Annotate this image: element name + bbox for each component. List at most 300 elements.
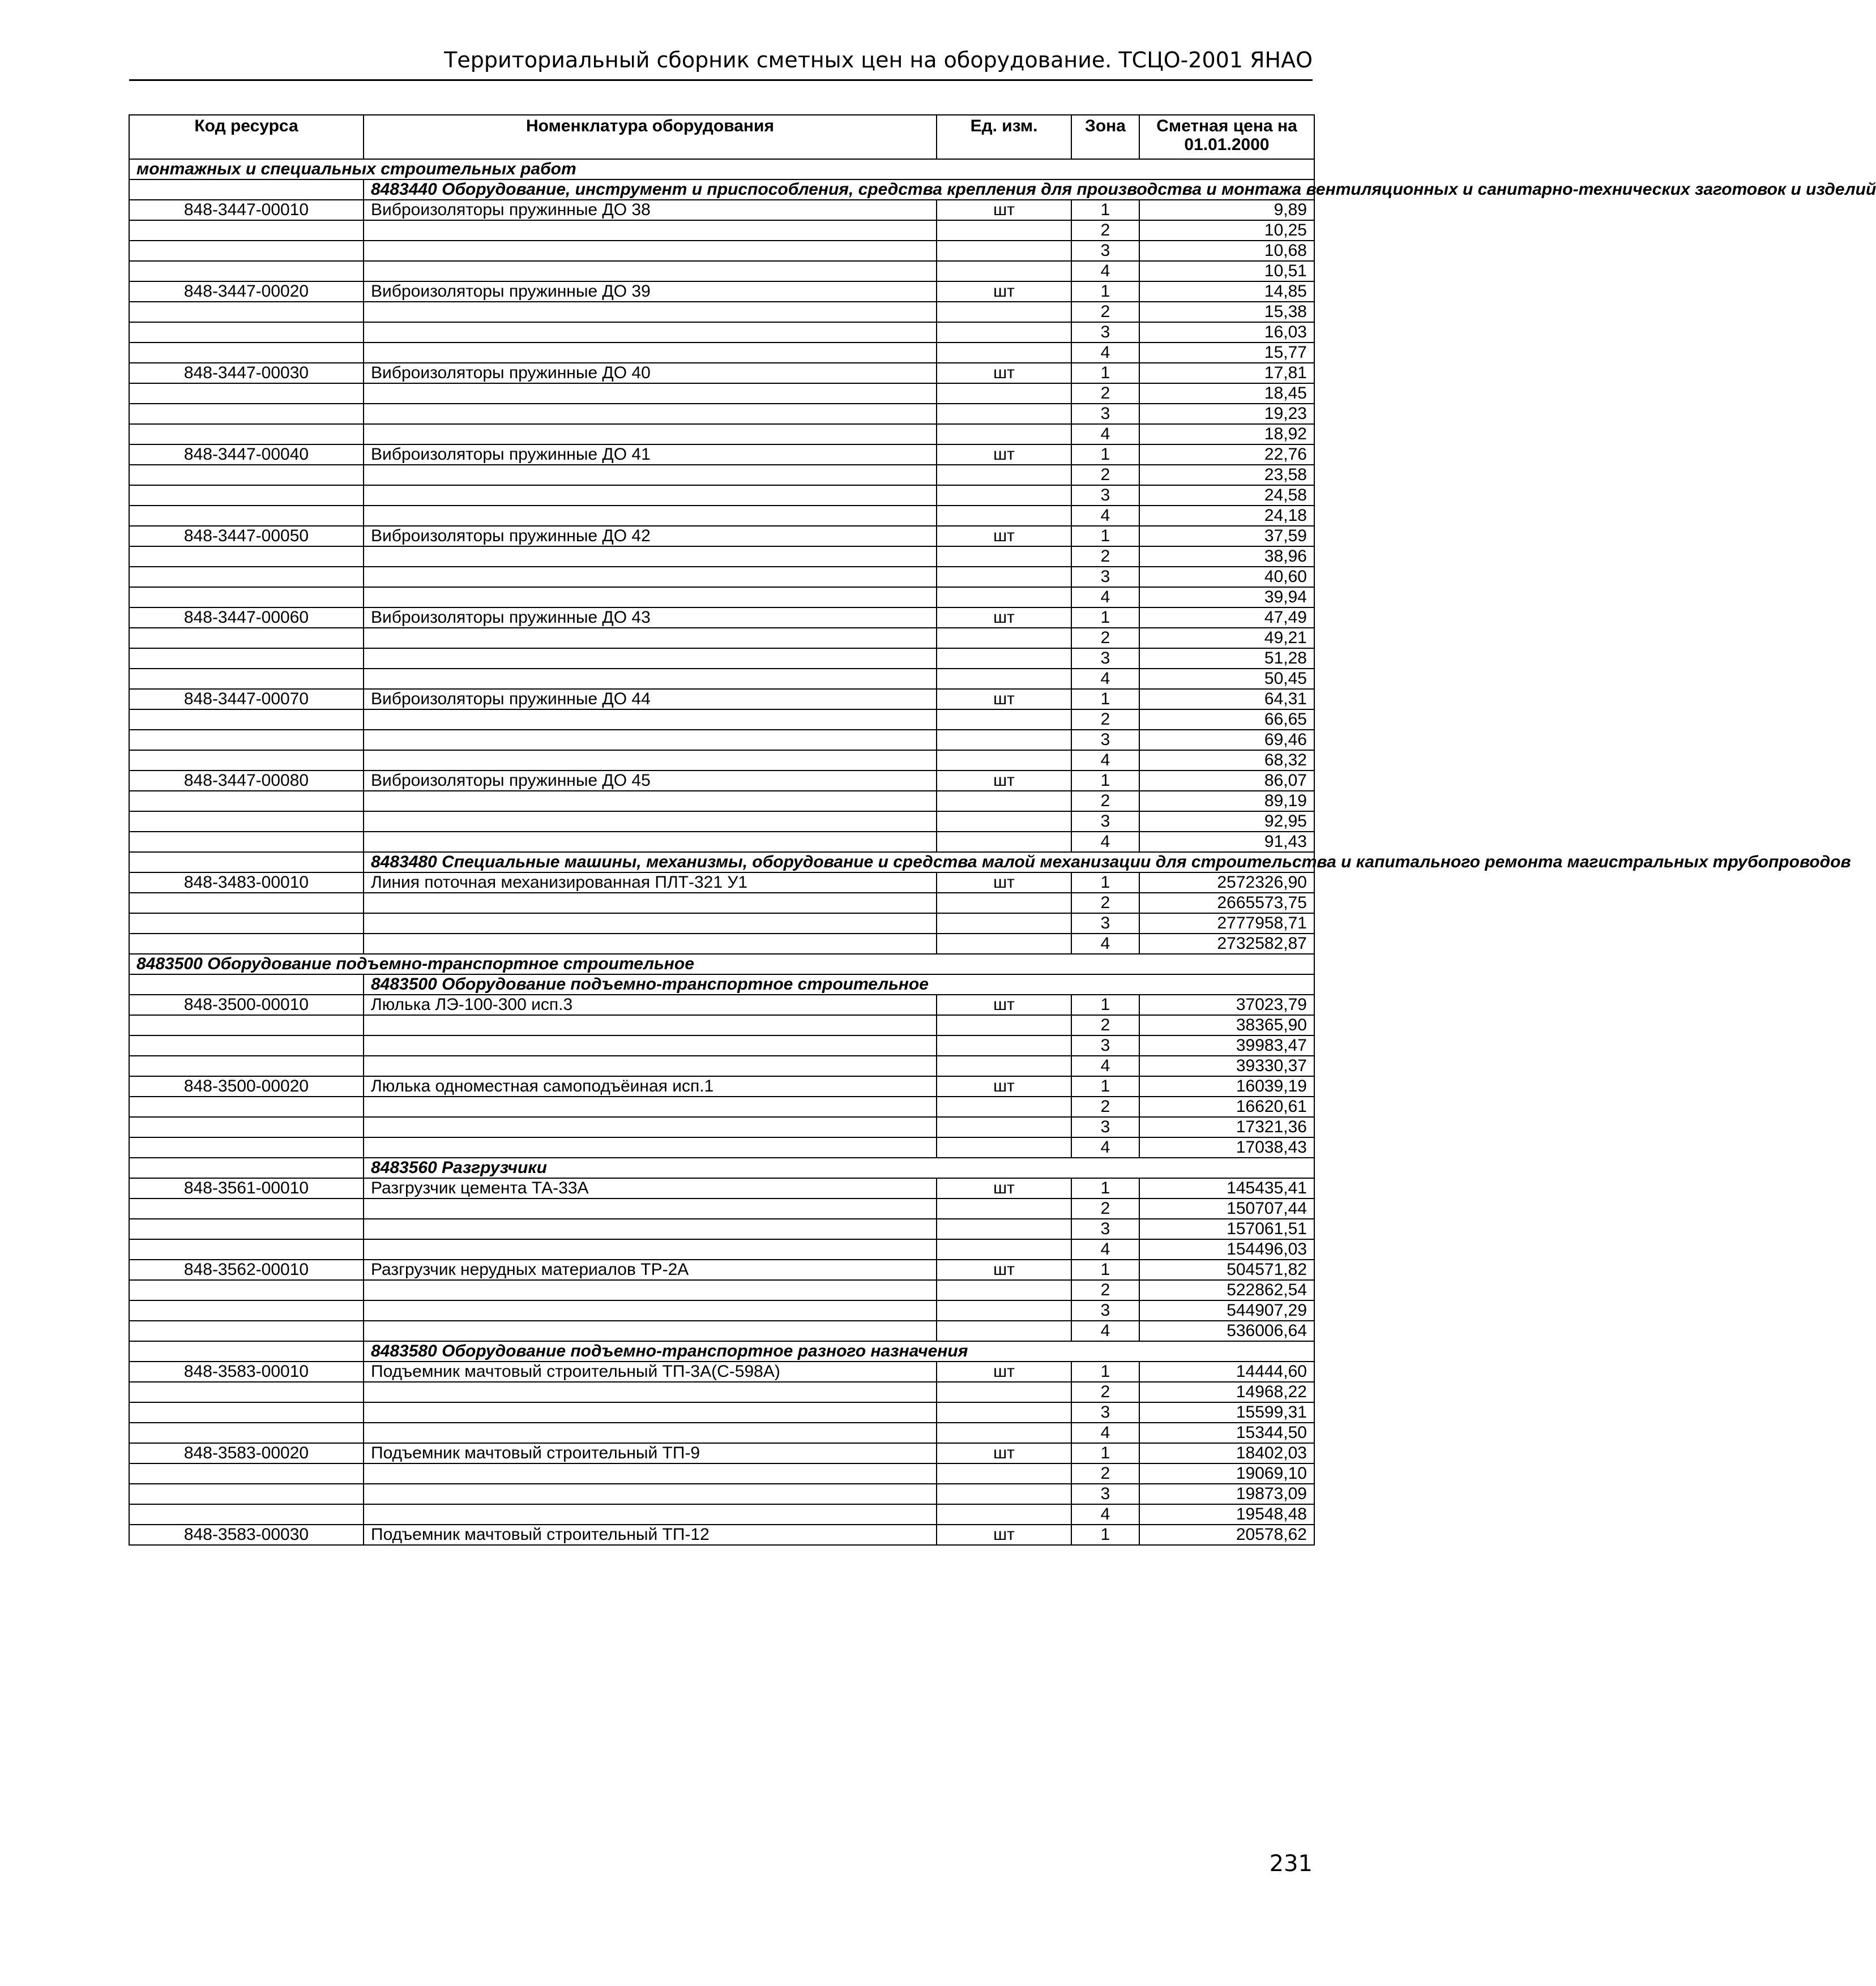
resource-code bbox=[129, 1300, 364, 1321]
table-row bbox=[129, 1484, 1314, 1504]
estimated-price: 14,85 bbox=[1139, 281, 1314, 302]
resource-code: 848-3500-00010 bbox=[129, 995, 364, 1015]
resource-code bbox=[129, 343, 364, 363]
zone-number: 4 bbox=[1071, 669, 1139, 689]
zone-number: 1 bbox=[1071, 444, 1139, 465]
table-header-row bbox=[129, 115, 1314, 159]
resource-code bbox=[129, 1097, 364, 1117]
resource-code bbox=[129, 1239, 364, 1260]
resource-code bbox=[129, 1484, 364, 1504]
equipment-name: Подъемник мачтовый строительный ТП-12 bbox=[364, 1525, 937, 1545]
subsection-spacer bbox=[129, 1341, 364, 1362]
estimated-price: 24,58 bbox=[1139, 485, 1314, 506]
zone-number: 2 bbox=[1071, 1463, 1139, 1484]
estimated-price: 154496,03 bbox=[1139, 1239, 1314, 1260]
equipment-name: Линия поточная механизированная ПЛТ-321 У1 bbox=[364, 872, 937, 893]
table-row bbox=[129, 607, 1314, 628]
zone-number: 2 bbox=[1071, 709, 1139, 730]
table-row bbox=[129, 628, 1314, 648]
equipment-name bbox=[364, 485, 937, 506]
estimated-price: 40,60 bbox=[1139, 567, 1314, 587]
zone-number: 2 bbox=[1071, 893, 1139, 913]
table-row bbox=[129, 322, 1314, 343]
resource-code: 848-3583-00030 bbox=[129, 1525, 364, 1545]
zone-number: 1 bbox=[1071, 689, 1139, 709]
zone-number: 4 bbox=[1071, 1423, 1139, 1443]
estimated-price: 9,89 bbox=[1139, 200, 1314, 220]
table-row bbox=[129, 465, 1314, 485]
estimated-price: 18,45 bbox=[1139, 383, 1314, 404]
section-title: 8483500 Оборудование подъемно-транспортное строительное bbox=[129, 954, 1314, 974]
estimated-price: 157061,51 bbox=[1139, 1219, 1314, 1239]
equipment-name: Виброизоляторы пружинные ДО 45 bbox=[364, 771, 937, 791]
equipment-name: Виброизоляторы пружинные ДО 44 bbox=[364, 689, 937, 709]
equipment-name bbox=[364, 1423, 937, 1443]
resource-code: 848-3447-00070 bbox=[129, 689, 364, 709]
zone-number: 3 bbox=[1071, 1484, 1139, 1504]
estimated-price: 50,45 bbox=[1139, 669, 1314, 689]
resource-code bbox=[129, 1117, 364, 1137]
equipment-name bbox=[364, 1035, 937, 1056]
equipment-name bbox=[364, 1280, 937, 1300]
unit-of-measure bbox=[937, 750, 1071, 771]
equipment-name: Подъемник мачтовый строительный ТП-9 bbox=[364, 1443, 937, 1463]
estimated-price: 15,77 bbox=[1139, 343, 1314, 363]
page-header-title: Территориальный сборник сметных цен на оборудование. ТСЦО-2001 ЯНАО bbox=[444, 48, 1313, 72]
subsection-title: 8483580 Оборудование подъемно-транспортное разного назначения bbox=[364, 1341, 1314, 1362]
estimated-price: 69,46 bbox=[1139, 730, 1314, 750]
unit-of-measure: шт bbox=[937, 1260, 1071, 1280]
estimated-price: 20578,62 bbox=[1139, 1525, 1314, 1545]
subsection-spacer bbox=[129, 179, 364, 200]
estimated-price: 91,43 bbox=[1139, 832, 1314, 852]
unit-of-measure bbox=[937, 1035, 1071, 1056]
unit-of-measure: шт bbox=[937, 1362, 1071, 1382]
equipment-name bbox=[364, 383, 937, 404]
resource-code bbox=[129, 485, 364, 506]
column-header-name: Номенклатура оборудования bbox=[364, 115, 937, 159]
page-number: 231 bbox=[1269, 1851, 1313, 1877]
unit-of-measure: шт bbox=[937, 607, 1071, 628]
zone-number: 2 bbox=[1071, 1280, 1139, 1300]
table-row bbox=[129, 220, 1314, 241]
subsection-spacer bbox=[129, 974, 364, 995]
table-row bbox=[129, 995, 1314, 1015]
header-rule bbox=[129, 79, 1313, 81]
table-row bbox=[129, 1280, 1314, 1300]
estimated-price: 23,58 bbox=[1139, 465, 1314, 485]
equipment-name bbox=[364, 1321, 937, 1341]
table-row bbox=[129, 1097, 1314, 1117]
estimated-price: 37023,79 bbox=[1139, 995, 1314, 1015]
unit-of-measure: шт bbox=[937, 872, 1071, 893]
zone-number: 1 bbox=[1071, 200, 1139, 220]
equipment-name bbox=[364, 1504, 937, 1525]
unit-of-measure bbox=[937, 730, 1071, 750]
resource-code: 848-3447-00010 bbox=[129, 200, 364, 220]
equipment-name bbox=[364, 750, 937, 771]
equipment-name bbox=[364, 1117, 937, 1137]
zone-number: 3 bbox=[1071, 404, 1139, 424]
unit-of-measure bbox=[937, 1137, 1071, 1158]
subsection-title: 8483560 Разгрузчики bbox=[364, 1158, 1314, 1178]
equipment-name bbox=[364, 567, 937, 587]
estimated-price: 39330,37 bbox=[1139, 1056, 1314, 1076]
equipment-name bbox=[364, 1484, 937, 1504]
table-row bbox=[129, 750, 1314, 771]
resource-code bbox=[129, 628, 364, 648]
estimated-price: 19069,10 bbox=[1139, 1463, 1314, 1484]
estimated-price: 18,92 bbox=[1139, 424, 1314, 444]
subsection-title: 8483440 Оборудование, инструмент и приспособления, средства крепления для производства и монтажа вентиляционных и санитарно-технических заготовок и изделий bbox=[364, 179, 1314, 200]
zone-number: 4 bbox=[1071, 424, 1139, 444]
zone-number: 3 bbox=[1071, 1219, 1139, 1239]
resource-code: 848-3447-00030 bbox=[129, 363, 364, 383]
table-row bbox=[129, 1015, 1314, 1035]
resource-code bbox=[129, 1280, 364, 1300]
table-row bbox=[129, 302, 1314, 322]
resource-code: 848-3447-00060 bbox=[129, 607, 364, 628]
zone-number: 3 bbox=[1071, 1035, 1139, 1056]
resource-code bbox=[129, 648, 364, 669]
unit-of-measure bbox=[937, 791, 1071, 811]
subsection-title-row bbox=[129, 974, 1314, 995]
resource-code bbox=[129, 1382, 364, 1402]
table-row bbox=[129, 893, 1314, 913]
equipment-name bbox=[364, 343, 937, 363]
unit-of-measure bbox=[937, 241, 1071, 261]
zone-number: 1 bbox=[1071, 281, 1139, 302]
zone-number: 1 bbox=[1071, 1076, 1139, 1097]
zone-number: 2 bbox=[1071, 465, 1139, 485]
zone-number: 1 bbox=[1071, 607, 1139, 628]
zone-number: 4 bbox=[1071, 343, 1139, 363]
estimated-price: 38,96 bbox=[1139, 546, 1314, 567]
unit-of-measure bbox=[937, 913, 1071, 934]
table-body bbox=[129, 159, 1876, 1545]
equipment-name: Люлька одноместная самоподъёиная исп.1 bbox=[364, 1076, 937, 1097]
unit-of-measure bbox=[937, 343, 1071, 363]
unit-of-measure bbox=[937, 1321, 1071, 1341]
estimated-price: 15,38 bbox=[1139, 302, 1314, 322]
unit-of-measure bbox=[937, 1463, 1071, 1484]
resource-code bbox=[129, 302, 364, 322]
equipment-name bbox=[364, 1015, 937, 1035]
unit-of-measure bbox=[937, 322, 1071, 343]
equipment-name bbox=[364, 1199, 937, 1219]
unit-of-measure bbox=[937, 1402, 1071, 1423]
equipment-name bbox=[364, 506, 937, 526]
column-header-code: Код ресурса bbox=[129, 115, 364, 159]
unit-of-measure bbox=[937, 465, 1071, 485]
estimated-price: 47,49 bbox=[1139, 607, 1314, 628]
estimated-price: 19873,09 bbox=[1139, 1484, 1314, 1504]
zone-number: 3 bbox=[1071, 730, 1139, 750]
column-header-unit: Ед. изм. bbox=[937, 115, 1071, 159]
zone-number: 1 bbox=[1071, 526, 1139, 546]
resource-code bbox=[129, 1321, 364, 1341]
estimated-price: 14444,60 bbox=[1139, 1362, 1314, 1382]
table-row bbox=[129, 1504, 1314, 1525]
table-row bbox=[129, 1137, 1314, 1158]
resource-code bbox=[129, 791, 364, 811]
zone-number: 4 bbox=[1071, 832, 1139, 852]
table-row bbox=[129, 485, 1314, 506]
zone-number: 1 bbox=[1071, 1443, 1139, 1463]
equipment-name bbox=[364, 730, 937, 750]
resource-code: 848-3561-00010 bbox=[129, 1178, 364, 1199]
unit-of-measure bbox=[937, 1280, 1071, 1300]
table-row bbox=[129, 1321, 1314, 1341]
unit-of-measure bbox=[937, 934, 1071, 954]
unit-of-measure: шт bbox=[937, 200, 1071, 220]
estimated-price: 522862,54 bbox=[1139, 1280, 1314, 1300]
table-row bbox=[129, 791, 1314, 811]
estimated-price: 15344,50 bbox=[1139, 1423, 1314, 1443]
equipment-name: Виброизоляторы пружинные ДО 39 bbox=[364, 281, 937, 302]
table-row bbox=[129, 363, 1314, 383]
resource-code bbox=[129, 1402, 364, 1423]
equipment-name: Люлька ЛЭ-100-300 исп.3 bbox=[364, 995, 937, 1015]
table-row bbox=[129, 648, 1314, 669]
zone-number: 2 bbox=[1071, 383, 1139, 404]
unit-of-measure: шт bbox=[937, 1443, 1071, 1463]
estimated-price: 66,65 bbox=[1139, 709, 1314, 730]
table-row bbox=[129, 404, 1314, 424]
estimated-price: 51,28 bbox=[1139, 648, 1314, 669]
zone-number: 4 bbox=[1071, 934, 1139, 954]
zone-number: 4 bbox=[1071, 1239, 1139, 1260]
estimated-price: 17321,36 bbox=[1139, 1117, 1314, 1137]
zone-number: 1 bbox=[1071, 1525, 1139, 1545]
table-row bbox=[129, 1076, 1314, 1097]
equipment-name bbox=[364, 1382, 937, 1402]
table-row bbox=[129, 1199, 1314, 1219]
section-title-row bbox=[129, 954, 1314, 974]
table-row bbox=[129, 730, 1314, 750]
table-row bbox=[129, 913, 1314, 934]
unit-of-measure bbox=[937, 1219, 1071, 1239]
resource-code: 848-3583-00010 bbox=[129, 1362, 364, 1382]
resource-code: 848-3447-00050 bbox=[129, 526, 364, 546]
zone-number: 4 bbox=[1071, 506, 1139, 526]
resource-code bbox=[129, 1504, 364, 1525]
resource-code bbox=[129, 893, 364, 913]
unit-of-measure bbox=[937, 587, 1071, 607]
table-row bbox=[129, 1219, 1314, 1239]
table-row bbox=[129, 343, 1314, 363]
estimated-price: 16,03 bbox=[1139, 322, 1314, 343]
estimated-price: 39983,47 bbox=[1139, 1035, 1314, 1056]
table-row bbox=[129, 587, 1314, 607]
unit-of-measure bbox=[937, 893, 1071, 913]
resource-code bbox=[129, 934, 364, 954]
equipment-name bbox=[364, 913, 937, 934]
estimated-price: 39,94 bbox=[1139, 587, 1314, 607]
zone-number: 2 bbox=[1071, 1382, 1139, 1402]
estimated-price: 17,81 bbox=[1139, 363, 1314, 383]
zone-number: 2 bbox=[1071, 791, 1139, 811]
estimated-price: 536006,64 bbox=[1139, 1321, 1314, 1341]
estimated-price: 544907,29 bbox=[1139, 1300, 1314, 1321]
subsection-title-row bbox=[129, 1158, 1314, 1178]
resource-code bbox=[129, 465, 364, 485]
unit-of-measure bbox=[937, 1300, 1071, 1321]
unit-of-measure bbox=[937, 1056, 1071, 1076]
table-row bbox=[129, 811, 1314, 832]
estimated-price: 89,19 bbox=[1139, 791, 1314, 811]
estimated-price: 150707,44 bbox=[1139, 1199, 1314, 1219]
estimated-price: 86,07 bbox=[1139, 771, 1314, 791]
estimated-price: 10,68 bbox=[1139, 241, 1314, 261]
resource-code bbox=[129, 567, 364, 587]
zone-number: 4 bbox=[1071, 587, 1139, 607]
equipment-name: Виброизоляторы пружинные ДО 41 bbox=[364, 444, 937, 465]
unit-of-measure bbox=[937, 1015, 1071, 1035]
zone-number: 1 bbox=[1071, 872, 1139, 893]
section-title-row bbox=[129, 159, 1314, 179]
resource-code bbox=[129, 709, 364, 730]
resource-code bbox=[129, 1137, 364, 1158]
unit-of-measure bbox=[937, 261, 1071, 281]
table-row bbox=[129, 832, 1314, 852]
equipment-name bbox=[364, 261, 937, 281]
table-row bbox=[129, 709, 1314, 730]
resource-code bbox=[129, 220, 364, 241]
unit-of-measure bbox=[937, 709, 1071, 730]
estimated-price: 10,51 bbox=[1139, 261, 1314, 281]
subsection-spacer bbox=[129, 1158, 364, 1178]
estimated-price: 14968,22 bbox=[1139, 1382, 1314, 1402]
equipment-name: Виброизоляторы пружинные ДО 38 bbox=[364, 200, 937, 220]
resource-code bbox=[129, 811, 364, 832]
unit-of-measure bbox=[937, 302, 1071, 322]
table-row bbox=[129, 506, 1314, 526]
zone-number: 1 bbox=[1071, 363, 1139, 383]
table-row bbox=[129, 1178, 1314, 1199]
table-row bbox=[129, 1260, 1314, 1280]
estimated-price: 68,32 bbox=[1139, 750, 1314, 771]
equipment-name bbox=[364, 1300, 937, 1321]
estimated-price: 49,21 bbox=[1139, 628, 1314, 648]
resource-code bbox=[129, 587, 364, 607]
unit-of-measure bbox=[937, 1382, 1071, 1402]
resource-code bbox=[129, 383, 364, 404]
zone-number: 4 bbox=[1071, 1056, 1139, 1076]
table-row bbox=[129, 1382, 1314, 1402]
equipment-name bbox=[364, 322, 937, 343]
unit-of-measure bbox=[937, 811, 1071, 832]
estimated-price: 504571,82 bbox=[1139, 1260, 1314, 1280]
estimated-price: 19,23 bbox=[1139, 404, 1314, 424]
zone-number: 4 bbox=[1071, 1504, 1139, 1525]
equipment-name bbox=[364, 1239, 937, 1260]
unit-of-measure: шт bbox=[937, 1178, 1071, 1199]
table-row bbox=[129, 526, 1314, 546]
equipment-name bbox=[364, 1137, 937, 1158]
resource-code bbox=[129, 669, 364, 689]
equipment-name: Разгрузчик цемента ТА-33А bbox=[364, 1178, 937, 1199]
table-row bbox=[129, 1239, 1314, 1260]
unit-of-measure: шт bbox=[937, 281, 1071, 302]
table-row bbox=[129, 444, 1314, 465]
unit-of-measure bbox=[937, 1199, 1071, 1219]
zone-number: 3 bbox=[1071, 1402, 1139, 1423]
table-row bbox=[129, 383, 1314, 404]
zone-number: 4 bbox=[1071, 750, 1139, 771]
table-row bbox=[129, 669, 1314, 689]
estimated-price: 2777958,71 bbox=[1139, 913, 1314, 934]
zone-number: 2 bbox=[1071, 220, 1139, 241]
subsection-title: 8483480 Специальные машины, механизмы, оборудование и средства малой механизации для строительства и капитального ремонта магистральных трубопроводов bbox=[364, 852, 1314, 872]
zone-number: 3 bbox=[1071, 913, 1139, 934]
table-row bbox=[129, 1402, 1314, 1423]
unit-of-measure bbox=[937, 628, 1071, 648]
unit-of-measure: шт bbox=[937, 689, 1071, 709]
estimated-price: 38365,90 bbox=[1139, 1015, 1314, 1035]
resource-code: 848-3562-00010 bbox=[129, 1260, 364, 1280]
resource-code bbox=[129, 1056, 364, 1076]
unit-of-measure bbox=[937, 1097, 1071, 1117]
column-header-zone: Зона bbox=[1071, 115, 1139, 159]
unit-of-measure bbox=[937, 1504, 1071, 1525]
unit-of-measure bbox=[937, 648, 1071, 669]
equipment-name bbox=[364, 811, 937, 832]
zone-number: 3 bbox=[1071, 567, 1139, 587]
zone-number: 2 bbox=[1071, 302, 1139, 322]
equipment-name bbox=[364, 648, 937, 669]
equipment-name: Подъемник мачтовый строительный ТП-3А(С-598А) bbox=[364, 1362, 937, 1382]
unit-of-measure: шт bbox=[937, 1076, 1071, 1097]
unit-of-measure bbox=[937, 220, 1071, 241]
zone-number: 2 bbox=[1071, 1199, 1139, 1219]
estimated-price: 22,76 bbox=[1139, 444, 1314, 465]
unit-of-measure bbox=[937, 567, 1071, 587]
unit-of-measure bbox=[937, 1239, 1071, 1260]
estimated-price: 2572326,90 bbox=[1139, 872, 1314, 893]
equipment-name bbox=[364, 1056, 937, 1076]
table-row bbox=[129, 1463, 1314, 1484]
zone-number: 2 bbox=[1071, 628, 1139, 648]
zone-number: 3 bbox=[1071, 1117, 1139, 1137]
table-row bbox=[129, 424, 1314, 444]
equipment-name bbox=[364, 1463, 937, 1484]
equipment-name bbox=[364, 465, 937, 485]
zone-number: 3 bbox=[1071, 1300, 1139, 1321]
equipment-name bbox=[364, 1402, 937, 1423]
unit-of-measure: шт bbox=[937, 771, 1071, 791]
unit-of-measure bbox=[937, 383, 1071, 404]
table-row bbox=[129, 1362, 1314, 1382]
zone-number: 4 bbox=[1071, 1137, 1139, 1158]
equipment-name bbox=[364, 241, 937, 261]
resource-code bbox=[129, 913, 364, 934]
estimated-price: 17038,43 bbox=[1139, 1137, 1314, 1158]
table-row bbox=[129, 689, 1314, 709]
unit-of-measure bbox=[937, 1484, 1071, 1504]
section-title: монтажных и специальных строительных работ bbox=[129, 159, 1314, 179]
unit-of-measure bbox=[937, 832, 1071, 852]
unit-of-measure bbox=[937, 485, 1071, 506]
estimated-price: 64,31 bbox=[1139, 689, 1314, 709]
zone-number: 1 bbox=[1071, 1260, 1139, 1280]
table-row bbox=[129, 241, 1314, 261]
table-row bbox=[129, 1525, 1314, 1545]
equipment-name bbox=[364, 220, 937, 241]
zone-number: 4 bbox=[1071, 261, 1139, 281]
equipment-name bbox=[364, 791, 937, 811]
table-row bbox=[129, 1300, 1314, 1321]
